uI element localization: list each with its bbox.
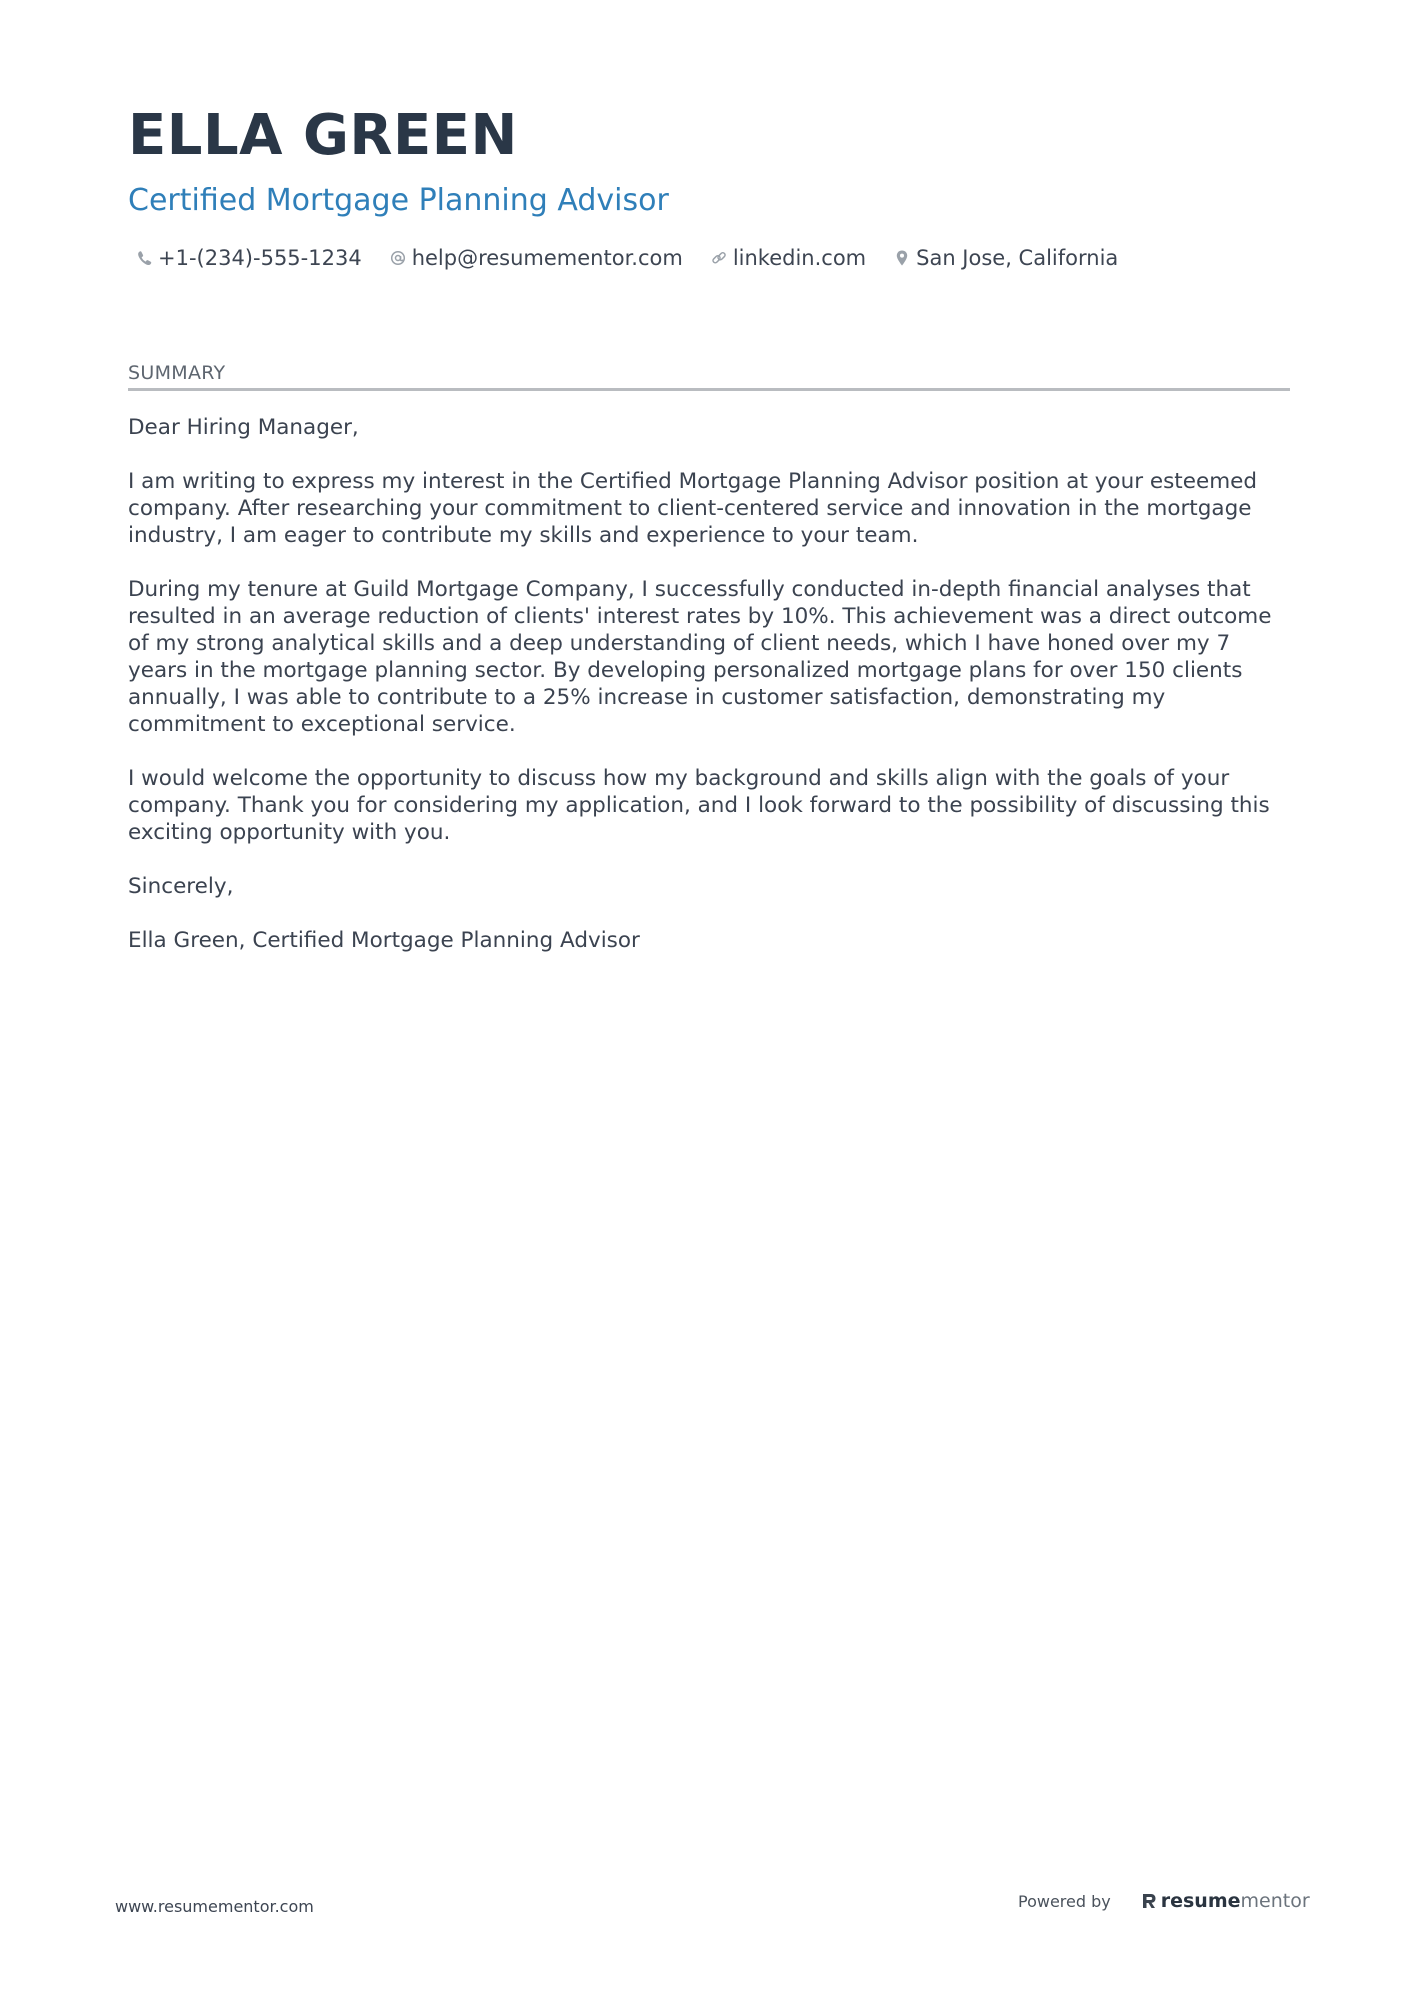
linkedin-text: linkedin.com (732, 246, 867, 270)
letter-signature: Ella Green, Certified Mortgage Planning Advisor (128, 928, 640, 953)
phone-icon (136, 249, 152, 267)
brand-name-bold: resume (1160, 1890, 1241, 1912)
location-pin-icon (894, 249, 910, 267)
contact-email[interactable] (390, 246, 683, 270)
letter-paragraph: During my tenure at Guild Mortgage Company, I successfully conducted in-depth financial analyses that resulted in an average reduction of clients' interest rates by 10%. This achievement was a direct outcome of my strong analytical skills and a deep understanding of client needs, which I have honed over my 7 years in the mortgage planning sector. By developing personalized mortgage plans for over 150 clients annually, I was able to contribute to a 25% increase in customer satisfaction, demonstrating my commitment to exceptional service. (128, 577, 1272, 737)
email-text: help@resumementor.com (411, 246, 683, 270)
footer-branding (1018, 1890, 1310, 1912)
powered-by-label: Powered by (1018, 1891, 1111, 1911)
footer-website[interactable]: www.resumementor.com (115, 1897, 314, 1916)
resumementor-logo-icon (1141, 1891, 1157, 1911)
brand-name-light: mentor (1240, 1890, 1310, 1912)
phone-text: +1-(234)-555-1234 (158, 246, 362, 270)
letter-greeting: Dear Hiring Manager, (128, 415, 359, 440)
contact-bar (136, 246, 1146, 270)
contact-phone[interactable] (136, 246, 362, 270)
link-icon (711, 249, 727, 267)
letter-body (128, 414, 1290, 981)
letter-paragraph: I am writing to express my interest in the Certified Mortgage Planning Advisor position at your esteemed company. After researching your commitment to client-centered service and innovation in the mortgage industry, I am eager to contribute my skills and experience to your team. (128, 469, 1258, 548)
contact-linkedin[interactable] (711, 246, 866, 270)
at-icon (390, 249, 406, 267)
letter-closing: Sincerely, (128, 874, 234, 899)
location-text: San Jose, California (916, 246, 1119, 270)
candidate-name: ELLA GREEN (128, 103, 518, 168)
section-heading-summary: SUMMARY (128, 362, 1290, 391)
letter-paragraph: I would welcome the opportunity to discuss how my background and skills align with the goals of your company. Thank you for considering my application, and I look forward to the possibility of discussing this exciting opportunity with you. (128, 766, 1270, 845)
candidate-title: Certified Mortgage Planning Advisor (128, 183, 669, 218)
contact-location (894, 246, 1118, 270)
brand-logo-link[interactable] (1141, 1890, 1310, 1912)
